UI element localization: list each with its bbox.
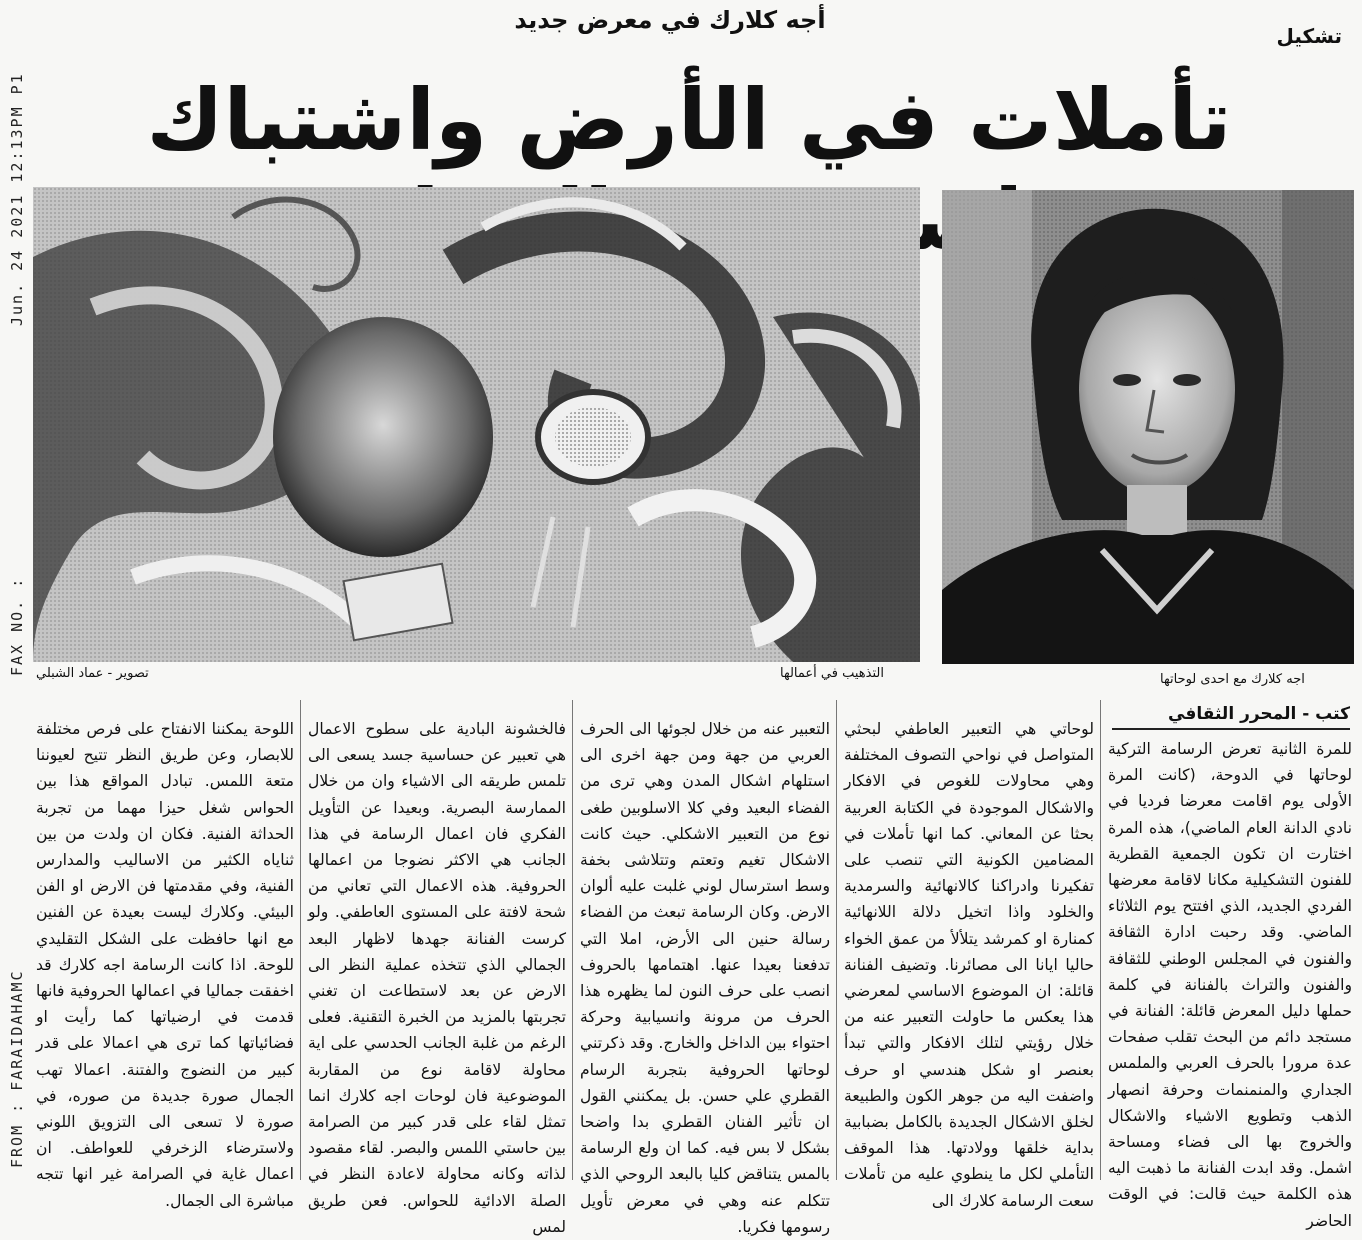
article-column-5: اللوحة يمكننا الانفتاح على فرص مختلفة للابصار، وعن طريق النظر تتيح لعيوننا متعة اللمس. تبادل المواقع هذا بين الحواس شغل حيزا مهما من تجربة الحداثة الفنية. فكان ان ولدت من بين ثناياه الكثير من الاساليب والمدارس الفنية، وفي مقدمتها فن الارض او الفن البيئي. وكلارك ليست بعيدة عن الفنين مع انها حافظت على الشكل التقليدي للوحة. اذا كانت الرسامة اجه كلارك قد اخفقت جماليا في اعمالها الحروفية فانها قدمت في ارضياتها كما رأيت او فضائياتها كما ترى هي اعمالا على قدر كبير من النضوج والفتنة. اعمالا تهب الجمال صورة جديدة من صوره، في صورة لا تسعى الى التزويق اللوني ولاسترضاء الزخرفي للعواطف. ان اعمال غاية في الصرامة غير انها تتجه مباشرة الى الجمال. [36, 720, 294, 1210]
artwork-caption: التذهيب في أعمالها [780, 666, 884, 681]
fax-date-line: Jun. 24 2021 12:13PM P1 [8, 72, 26, 326]
kicker-headline: أجه كلارك في معرض جديد [514, 6, 826, 34]
column-rule [300, 700, 301, 1180]
column-rule [1100, 700, 1101, 1180]
portrait-photo [942, 190, 1354, 664]
section-label: تشكيل [1276, 24, 1342, 48]
byline: كتب - المحرر الثقافي [1112, 704, 1350, 730]
article-column-2: لوحاتي هي التعبير العاطفي لبحثي المتواصل في نواحي التصوف المختلفة وهي محاولات للغوص في الافكار والاشكال الموجودة في الكتابة العربية بحثا عن المعاني. كما انها تأملات في المضامين الكونية التي تنصب على تفكيرنا وادراكنا كالانهائية والسرمدية والخلود واذا اتخيل دلالة اللانهائية كمنارة او كمرشد يتلألأ من عمق الخواء حاليا ايانا الى مصائرنا. وتضيف الفنانة قائلة: ان الموضوع الاساسي لمعرضي هذا يعكس ما حاولت التعبير عنه من خلال رؤيتي لتلك الافكار والتي تبدأ بعنصر او شكل هندسي او حرف واضفت اليه من جوهر الكون والطبيعة لخلق الاشكال الجديدة بالكامل بضبابية بداية خلقها وولادتها. هذا الموقف التأملي لكل ما ينطوي عليه من تأملات سعت الرسامة كلارك الى [844, 720, 1094, 1210]
photographer-credit: تصوير - عماد الشبلي [36, 666, 149, 681]
article-column-3: التعبير عنه من خلال لجوئها الى الحرف العربي من جهة ومن جهة اخرى الى استلهام اشكال المدن وهي ترى من الفضاء البعيد وفي كلا الاسلوبين طغى نوع من التعبير الاشكلي. حيث كانت الاشكال تغيم وتعتم وتتلاشى بخفة وسط استرسال لوني غلبت عليه ألوان الارض. وكان الرسامة تبعث من الفضاء رسالة حنين الى الأرض، املا التي تدفعنا بعيدا عنها. اهتمامها بالحروف انصب على حرف النون لما يظهره هذا الحرف من مرونة وانسيابية وحركة احتواء بين الداخل والخارج. وقد ذكرتني لوحاتها الحروفية بتجربة الرسام القطري علي حسن. بل يمكنني القول ان تأثير الفنان القطري بدا واضحا بشكل لا بس فيه. كما ان ولع الرسامة بالمس يتناقض كليا بالبعد الروحي الذي تتكلم عنه وهي في معرض تأويل رسومها فكريا. [580, 720, 830, 1236]
column-rule [836, 700, 837, 1180]
fax-strip [4, 0, 30, 1187]
article-column-1: للمرة الثانية تعرض الرسامة التركية لوحاتها في الدوحة، (كانت المرة الأولى يوم اقامت معرضا فرديا في نادي الدانة العام الماضي)، هذه المرة اختارت ان تكون الجمعية القطرية للفنون التشكيلية مكانا لاقامة معرضها الفردي الجديد، الذي افتتح يوم الثلاثاء الماضي. وقد رحبت ادارة الثقافة والفنون في المجلس الوطني للثقافة والفنون والتراث بالفنانة في كلمة حملها دليل المعرض قائلة: الفنانة في مستجد دائم من البحث تقلب صفحات عدة مرورا بالحرف العربي والملمس الجداري والمنمنمات وحرفة انصهار الذهب وتطويع الاشياء والاشكال والخروج بها الى فضاء ومساحة اشمل. وقد ابدت الفنانة ما ذهبت اليه هذه الكلمة حيث قالت: في الوقت الحاضر [1108, 740, 1352, 1230]
portrait-caption: اجه كلارك مع احدى لوحاتها [1160, 672, 1305, 687]
main-headline: تأملات في الأرض واشتباك [146, 71, 1232, 169]
fax-number-label: FAX NO. : [8, 576, 26, 676]
fax-from-line: FROM : FARAIDAHAMC [8, 969, 26, 1168]
article-column-4: فالخشونة البادية على سطوح الاعمال هي تعبير عن حساسية جسد يسعى الى تلمس طريقه الى الاشياء وان من خلال الممارسة البصرية. وبعيدا عن التأويل الفكري فان اعمال الرسامة في هذا الجانب هي الاكثر نضوجا من اعمالها الحروفية. هذه الاعمال التي تعاني من شحة لافتة على المستوى العاطفي. ولو كرست الفنانة جهدها لاظهار البعد الجمالي الذي تتخذه عملية النظر الى الارض عن بعد لاستطاعت ان تغني تجربتها بالمزيد من الخبرة التقنية. فعلى الرغم من غلبة الجانب الحدسي على اية محاولة لاقامة نوع من المقاربة الموضوعية فان لوحات اجه كلارك انما تمثل لقاء على قدر كبير من الصرامة بين حاستي اللمس والبصر. لقاء مقصود لذاته وكانه محاولة لاعادة النظر في الصلة الادائية للحواس. فعن طريق لمس [308, 720, 566, 1236]
artwork-photo [33, 187, 920, 662]
column-rule [572, 700, 573, 1180]
